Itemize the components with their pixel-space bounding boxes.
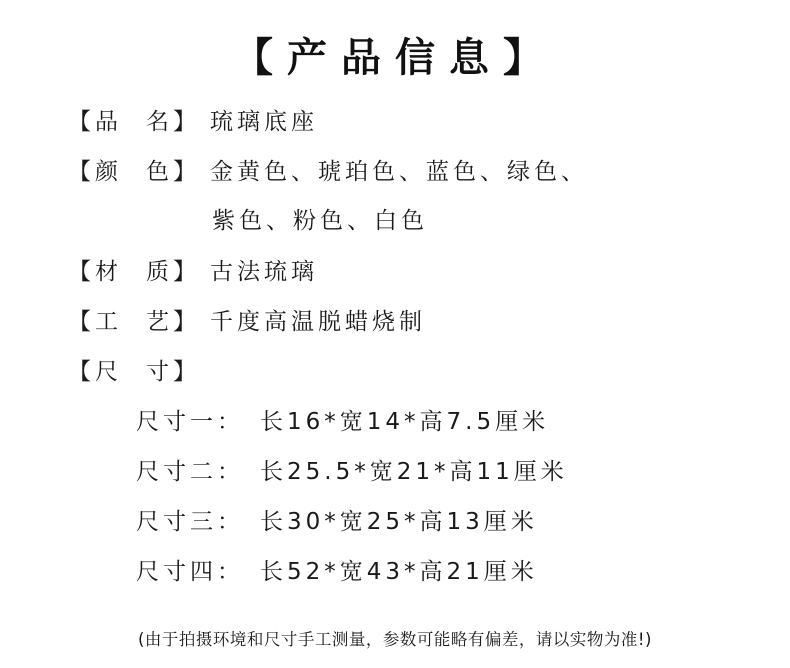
size-item xyxy=(136,554,538,590)
bracket-close: 】 xyxy=(173,359,200,385)
label-char: 名 xyxy=(146,109,173,135)
field-value: 古法琉璃 xyxy=(210,259,318,285)
field-label xyxy=(68,304,210,340)
size-value: 长16*宽14*高7.5厘米 xyxy=(260,409,550,435)
label-char: 工 xyxy=(95,309,122,335)
field-label xyxy=(68,354,210,390)
field-name-row xyxy=(68,104,318,140)
label-char: 寸 xyxy=(146,359,173,385)
bracket-close: 】 xyxy=(173,309,200,335)
field-label xyxy=(68,104,210,140)
bracket-close: 】 xyxy=(173,109,200,135)
field-size-row xyxy=(68,354,210,390)
size-item xyxy=(136,504,538,540)
size-label: 尺寸二： xyxy=(136,459,244,485)
label-char: 尺 xyxy=(95,359,122,385)
disclaimer-note: (由于拍摄环境和尺寸手工测量，参数可能略有偏差，请以实物为准!) xyxy=(138,630,652,649)
field-value: 金黄色、琥珀色、蓝色、绿色、 xyxy=(210,159,588,185)
size-label: 尺寸一： xyxy=(136,409,244,435)
field-label xyxy=(68,254,210,290)
field-value: 琉璃底座 xyxy=(210,109,318,135)
field-craft-row xyxy=(68,304,426,340)
bracket-close: 】 xyxy=(173,259,200,285)
label-char: 颜 xyxy=(95,159,122,185)
label-char: 艺 xyxy=(146,309,173,335)
bracket-close: 】 xyxy=(173,159,200,185)
size-item xyxy=(136,454,568,490)
field-value-continued: 紫色、粉色、白色 xyxy=(212,208,428,234)
bracket-open: 【 xyxy=(68,309,95,335)
size-item xyxy=(136,404,549,440)
field-material-row xyxy=(68,254,318,290)
label-char: 色 xyxy=(146,159,173,185)
field-label xyxy=(68,154,210,190)
size-value: 长52*宽43*高21厘米 xyxy=(260,559,538,585)
page-title: 【产品信息】 xyxy=(233,34,557,81)
label-char: 材 xyxy=(95,259,122,285)
size-label: 尺寸四： xyxy=(136,559,244,585)
label-char: 品 xyxy=(95,109,122,135)
bracket-open: 【 xyxy=(68,259,95,285)
field-value: 千度高温脱蜡烧制 xyxy=(210,309,426,335)
size-value: 长25.5*宽21*高11厘米 xyxy=(260,459,568,485)
bracket-open: 【 xyxy=(68,109,95,135)
size-label: 尺寸三： xyxy=(136,509,244,535)
size-value: 长30*宽25*高13厘米 xyxy=(260,509,538,535)
bracket-open: 【 xyxy=(68,359,95,385)
label-char: 质 xyxy=(146,259,173,285)
field-color-row xyxy=(68,154,588,190)
bracket-open: 【 xyxy=(68,159,95,185)
